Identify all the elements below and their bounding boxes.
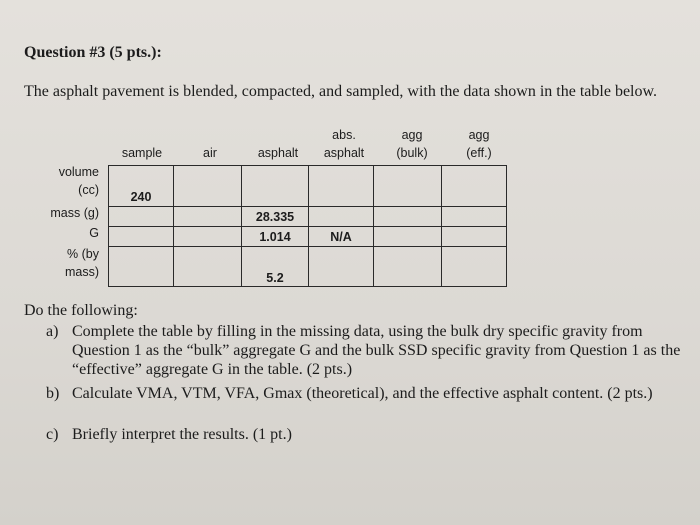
cell-pct-asphalt: 5.2	[242, 247, 309, 287]
cell-volume-agg-bulk	[374, 166, 442, 207]
instruction-item-b	[46, 384, 691, 424]
instruction-text: Complete the table by filling in the missing data, using the bulk dry specific gravity from Question 1 as the “bulk” aggregate G and the bulk SSD specific gravity from Question 1 as the “effective” aggregate G in the table. (2 pts.)	[72, 323, 681, 378]
cell-mass-abs-asphalt	[309, 207, 374, 227]
cell-g-asphalt: 1.014	[242, 227, 309, 247]
instruction-label: a)	[46, 323, 59, 340]
header-agg-eff-line2: (eff.)	[466, 146, 492, 160]
cell-volume-asphalt	[242, 166, 309, 207]
cell-mass-agg-bulk	[374, 207, 442, 227]
cell-g-air	[174, 227, 242, 247]
cell-mass-agg-eff	[442, 207, 507, 227]
row-label-volume-line2: (cc)	[78, 183, 99, 197]
cell-g-sample	[109, 227, 174, 247]
instruction-label: b)	[46, 385, 60, 402]
header-agg-eff-line1: agg	[468, 128, 490, 142]
row-label-volume-line1: volume	[58, 165, 99, 179]
instruction-item-c	[46, 425, 691, 445]
instruction-text: Briefly interpret the results. (1 pt.)	[72, 426, 292, 443]
cell-pct-abs-asphalt	[309, 247, 374, 287]
cell-mass-sample	[109, 207, 174, 227]
cell-pct-sample	[109, 247, 174, 287]
table-row-percent	[109, 247, 507, 287]
row-label-mass: mass (g)	[50, 206, 99, 220]
data-table	[108, 165, 507, 287]
instructions-heading: Do the following:	[24, 302, 138, 319]
cell-mass-air	[174, 207, 242, 227]
header-air: air	[203, 146, 217, 160]
instruction-item-a	[46, 322, 691, 382]
question-title: Question #3 (5 pts.):	[24, 44, 162, 61]
cell-volume-sample: 240	[109, 166, 174, 207]
header-abs-asphalt-line1: abs.	[332, 128, 356, 142]
question-intro: The asphalt pavement is blended, compacted, and sampled, with the data shown in the table below.	[24, 83, 657, 100]
cell-volume-air	[174, 166, 242, 207]
header-agg-bulk-line2: (bulk)	[396, 146, 428, 160]
cell-pct-air	[174, 247, 242, 287]
table-row-mass	[109, 207, 507, 227]
instruction-label: c)	[46, 426, 59, 443]
cell-volume-agg-eff	[442, 166, 507, 207]
instruction-text: Calculate VMA, VTM, VFA, Gmax (theoretical), and the effective asphalt content. (2 pts.)	[72, 385, 653, 402]
row-label-g: G	[89, 226, 99, 240]
header-abs-asphalt-line2: asphalt	[323, 146, 365, 160]
cell-volume-abs-asphalt	[309, 166, 374, 207]
table-row-g	[109, 227, 507, 247]
table-row-volume	[109, 166, 507, 207]
row-label-pct-line1: % (by	[67, 247, 99, 261]
cell-pct-agg-eff	[442, 247, 507, 287]
header-asphalt: asphalt	[257, 146, 299, 160]
cell-g-abs-asphalt: N/A	[309, 227, 374, 247]
cell-g-agg-eff	[442, 227, 507, 247]
cell-g-agg-bulk	[374, 227, 442, 247]
header-sample: sample	[121, 146, 163, 160]
row-label-pct-line2: mass)	[64, 265, 99, 279]
cell-mass-asphalt: 28.335	[242, 207, 309, 227]
cell-pct-agg-bulk	[374, 247, 442, 287]
header-agg-bulk-line1: agg	[401, 128, 423, 142]
